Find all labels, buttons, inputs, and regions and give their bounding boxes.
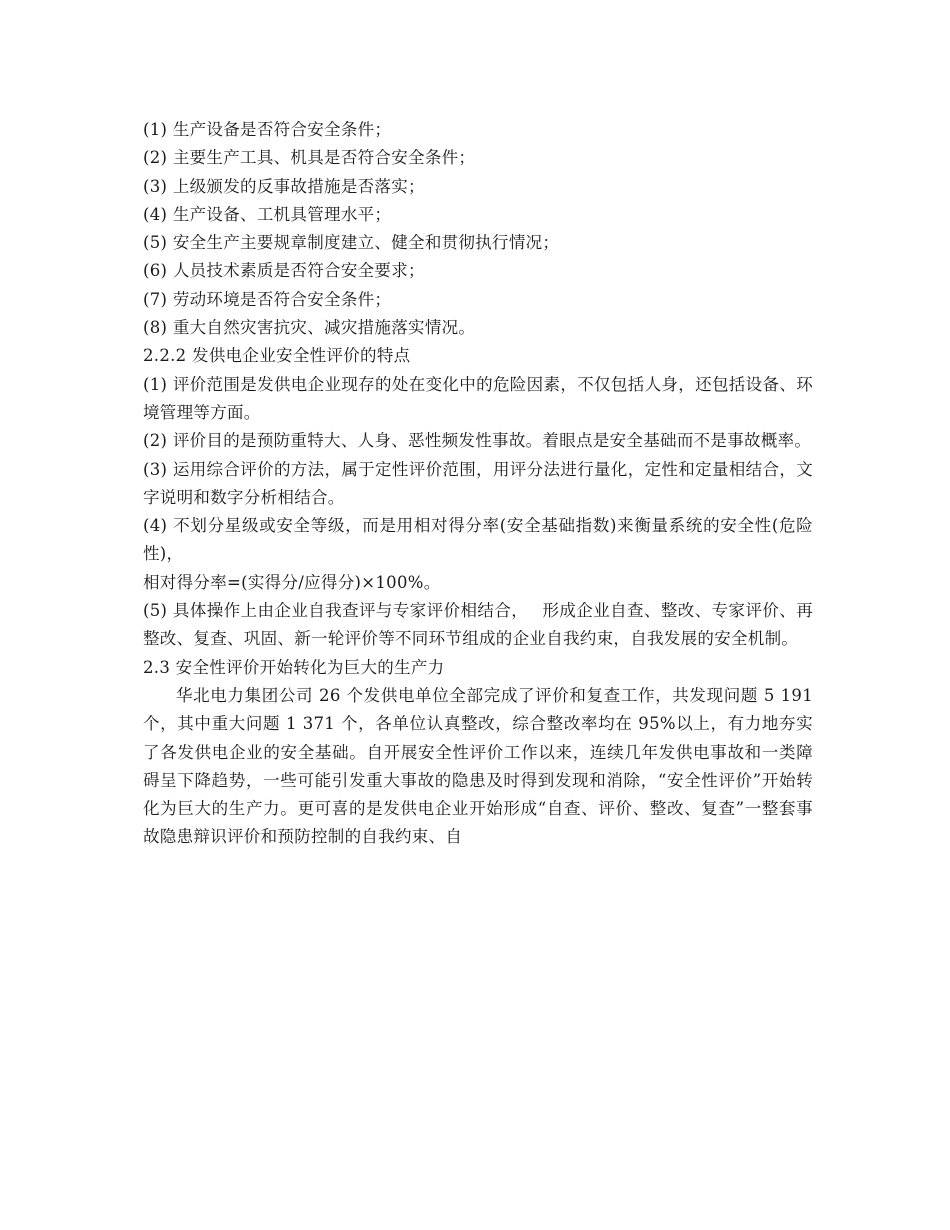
document-body (143, 116, 813, 852)
list-item: (1) 生产设备是否符合安全条件； (143, 120, 392, 139)
formula-line: 相对得分率=(实得分/应得分)×100%。 (143, 572, 441, 592)
feature-item: (5) 具体操作上由企业自我查评与专家评价相结合， 形成企业自查、整改、专家评价、再整改、复查、巩固、新一轮评价等不同环节组成的企业自我约束，自我发展的安全机制。 (143, 601, 813, 649)
section-heading: 2.3 安全性评价开始转化为巨大的生产力 (143, 657, 445, 677)
section-heading: 2.2.2 发供电企业安全性评价的特点 (143, 346, 411, 366)
list-item: (4) 生产设备、工机具管理水平； (143, 204, 392, 224)
feature-item: (1) 评价范围是发供电企业现存的处在变化中的危险因素，不仅包括人身，还包括设备、环境管理等方面。 (143, 374, 813, 422)
list-item: (7) 劳动环境是否符合安全条件； (143, 289, 392, 309)
feature-item: (3) 运用综合评价的方法，属于定性评价范围，用评分法进行量化，定性和定量相结合，文字说明和数字分析相结合。 (143, 459, 813, 507)
list-item: (3) 上级颁发的反事故措施是否落实； (143, 176, 425, 196)
list-item: (5) 安全生产主要规章制度建立、健全和贯彻执行情况； (143, 233, 560, 253)
body-paragraph: 华北电力集团公司 26 个发供电单位全部完成了评价和复查工作，共发现问题 5 191 个，其中重大问题 1 371 个，各单位认真整改，综合整改率均在 95%以上，有力地夯实了各发供电企业的安全基础。自开展安全性评价工作以来，连续几年发供电事故和一类障碍呈下降趋势，一些可能引发重大事故的隐患及时得到发现和消除，“安全性评价”开始转化为巨大的生产力。更可喜的是发供电企业开始形成“自查、评价、整改、复查”一整套事故隐患辩识评价和预防控制的自我约束、自 (143, 685, 813, 847)
list-item: (6) 人员技术素质是否符合安全要求； (143, 261, 425, 281)
list-item: (8) 重大自然灾害抗灾、减灾措施落实情况。 (143, 318, 476, 338)
feature-item: (2) 评价目的是预防重特大、人身、恶性频发性事故。着眼点是安全基础而不是事故概率。 (143, 431, 812, 451)
list-item: (2) 主要生产工具、机具是否符合安全条件； (143, 148, 476, 168)
feature-item: (4) 不划分星级或安全等级，而是用相对得分率(安全基础指数)来衡量系统的安全性(危险性)， (143, 516, 813, 564)
